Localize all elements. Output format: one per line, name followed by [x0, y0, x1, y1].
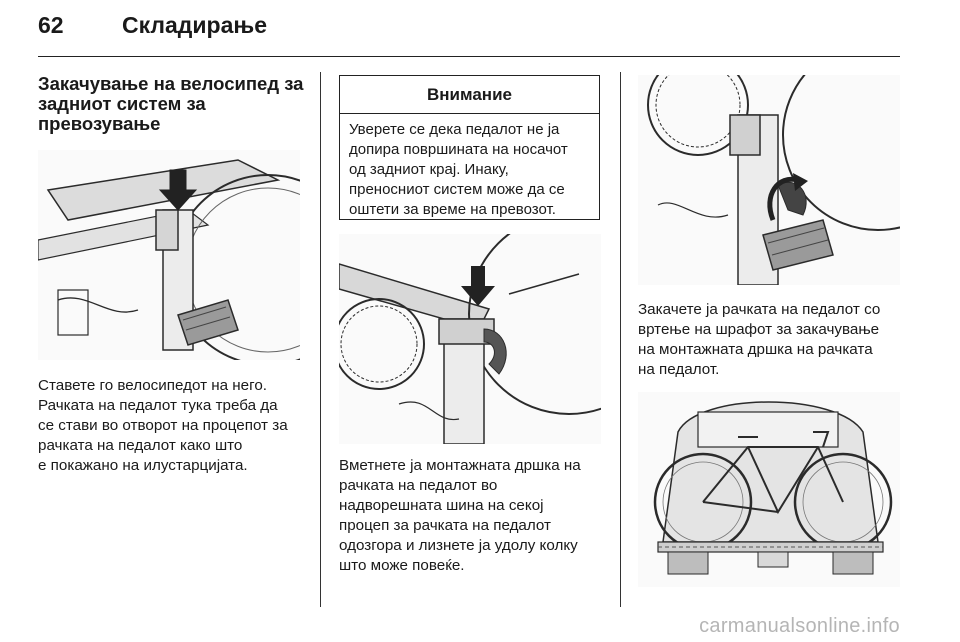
warning-line: оштети за време на превозот.: [349, 201, 556, 218]
page-number: 62: [38, 12, 64, 38]
caption-line: одозгора и лизнете ја удолу колку: [339, 537, 578, 554]
illustration-mounting-handle: [339, 234, 601, 444]
watermark-text: carmanualsonline.info: [699, 615, 900, 637]
figure-bike-pedal-placement: [38, 150, 300, 360]
caption-line: Рачката на педалот тука треба да: [38, 397, 278, 414]
left-caption: [38, 376, 313, 476]
warning-title: Внимание: [340, 76, 599, 114]
illustration-bike-on-carrier: [638, 392, 900, 587]
caption-line: е покажано на илустарцијата.: [38, 457, 248, 474]
section-title: Складирање: [122, 12, 268, 38]
warning-line: од задниот крај. Инаку,: [349, 161, 509, 178]
warning-body: [340, 114, 599, 220]
figure-bike-on-carrier: [638, 392, 900, 587]
middle-caption: [339, 456, 614, 576]
illustration-screw-tightening: [638, 75, 900, 285]
caption-line: рачката на педалот како што: [38, 437, 243, 454]
warning-box: [339, 75, 600, 220]
header-rule: [38, 56, 900, 57]
warning-line: преносниот систем може да се: [349, 181, 565, 198]
caption-line: што може повеќе.: [339, 557, 465, 574]
caption-line: на педалот.: [638, 361, 720, 378]
subsection-heading: Закачување на велосипед за задниот систем за превозување: [38, 73, 304, 134]
figure-screw-tightening: [638, 75, 900, 285]
warning-line: Уверете се дека педалот не ја: [349, 121, 560, 138]
caption-line: Закачете ја рачката на педалот со: [638, 301, 881, 318]
figure-mounting-handle: [339, 234, 601, 444]
caption-line: Вметнете ја монтажната дршка на: [339, 457, 581, 474]
caption-line: вртење на шрафот за закачување: [638, 321, 880, 338]
illustration-pedal-in-slot: [38, 150, 300, 360]
caption-line: се стави во отворот на процепот за: [38, 417, 288, 434]
warning-line: допира површината на носачот: [349, 141, 568, 158]
right-caption: [638, 300, 908, 380]
page-header: [38, 12, 267, 48]
column-divider-2: [620, 72, 621, 607]
caption-line: процеп за рачката на педалот: [339, 517, 551, 534]
column-divider-1: [320, 72, 321, 607]
caption-line: на монтажната дршка на рачката: [638, 341, 873, 358]
caption-line: Ставете го велосипедот на него.: [38, 377, 268, 394]
caption-line: надворешната шина на секој: [339, 497, 544, 514]
caption-line: рачката на педалот во: [339, 477, 498, 494]
